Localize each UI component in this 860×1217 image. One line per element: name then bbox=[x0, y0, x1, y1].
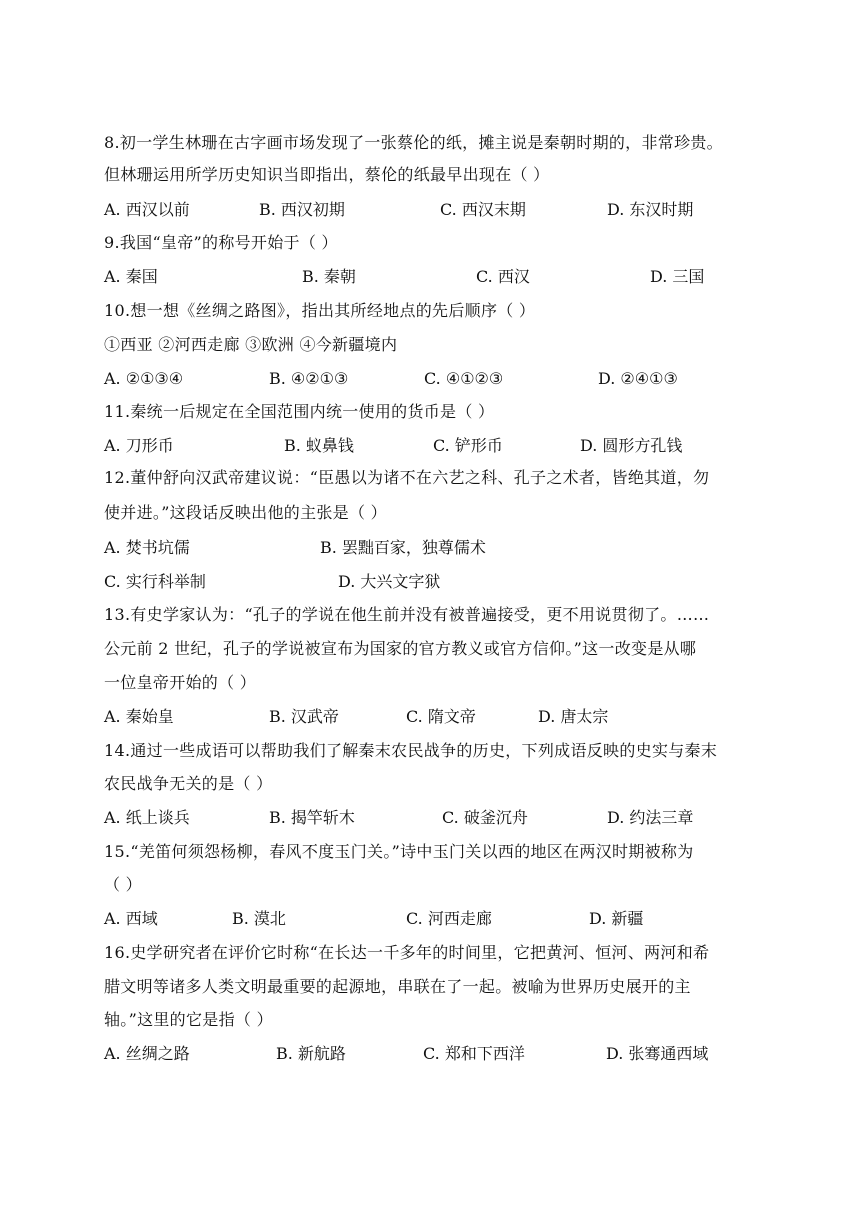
question-16-line-1: 16.史学研究者在评价它时称“在长达一千多年的时间里，它把黄河、恒河、两河和希 bbox=[104, 943, 710, 962]
option-a: A. 西汉以前 bbox=[104, 200, 190, 219]
option-d: D. 约法三章 bbox=[607, 808, 694, 827]
question-11-line-1: 11.秦统一后规定在全国范围内统一使用的货币是（ ） bbox=[104, 402, 495, 421]
question-11-options bbox=[104, 435, 784, 457]
question-14-line-1: 14.通过一些成语可以帮助我们了解秦末农民战争的历史，下列成语反映的史实与秦末 bbox=[104, 741, 718, 760]
question-12-options-row-2 bbox=[104, 571, 784, 593]
option-c: C. 破釜沉舟 bbox=[442, 808, 528, 827]
option-b: B. 罢黜百家，独尊儒术 bbox=[320, 538, 486, 557]
option-a: A. 秦始皇 bbox=[104, 707, 174, 726]
option-b: B. 汉武帝 bbox=[269, 707, 339, 726]
option-d: D. 东汉时期 bbox=[607, 200, 694, 219]
option-b: B. 漠北 bbox=[232, 909, 286, 928]
question-13-line-2: 公元前 2 世纪，孔子的学说被宣布为国家的官方教义或官方信仰。”这一改变是从哪 bbox=[104, 639, 697, 658]
question-10-options bbox=[104, 368, 784, 390]
option-d: D. 张骞通西域 bbox=[606, 1044, 709, 1063]
option-c: C. 铲形币 bbox=[433, 436, 503, 455]
option-c: C. 西汉 bbox=[476, 267, 530, 286]
option-a: A. 焚书坑儒 bbox=[104, 538, 190, 557]
option-a: A. 刀形币 bbox=[104, 436, 174, 455]
question-8-line-1: 8.初一学生林珊在古字画市场发现了一张蔡伦的纸，摊主说是秦朝时期的，非常珍贵。 bbox=[104, 133, 723, 152]
option-c: C. ④①②③ bbox=[424, 369, 504, 388]
option-c: C. 西汉末期 bbox=[440, 200, 526, 219]
question-9-line-1: 9.我国“皇帝”的称号开始于（ ） bbox=[104, 233, 338, 252]
question-12-options-row-1 bbox=[104, 537, 784, 559]
option-d: D. 新疆 bbox=[589, 909, 644, 928]
option-b: B. 蚁鼻钱 bbox=[284, 436, 354, 455]
question-10-line-1: 10.想一想《丝绸之路图》，指出其所经地点的先后顺序（ ） bbox=[104, 301, 536, 320]
question-12-line-2: 使并进。”这段话反映出他的主张是（ ） bbox=[104, 503, 387, 522]
question-15-line-1: 15.“羌笛何须怨杨柳，春风不度玉门关。”诗中玉门关以西的地区在两汉时期被称为 bbox=[104, 842, 694, 861]
question-12-line-1: 12.董仲舒向汉武帝建议说：“臣愚以为诸不在六艺之科、孔子之术者，皆绝其道，勿 bbox=[104, 468, 710, 487]
option-b: B. 新航路 bbox=[276, 1044, 346, 1063]
option-c: C. 实行科举制 bbox=[104, 572, 206, 591]
question-13-options bbox=[104, 706, 784, 728]
question-15-line-2: （ ） bbox=[104, 875, 142, 894]
option-b: B. 揭竿斩木 bbox=[269, 808, 355, 827]
option-a: A. 丝绸之路 bbox=[104, 1044, 190, 1063]
question-16-line-2: 腊文明等诸多人类文明最重要的起源地，串联在了一起。被喻为世界历史展开的主 bbox=[104, 977, 691, 996]
option-c: C. 河西走廊 bbox=[406, 909, 492, 928]
question-8-options bbox=[104, 199, 784, 221]
option-a: A. ②①③④ bbox=[104, 369, 184, 388]
question-8-line-2: 但林珊运用所学历史知识当即指出，蔡伦的纸最早出现在（ ） bbox=[104, 165, 550, 184]
option-a: A. 秦国 bbox=[104, 267, 158, 286]
question-13-line-1: 13.有史学家认为：“孔子的学说在他生前并没有被普遍接受，更不用说贯彻了。…… bbox=[104, 605, 710, 624]
question-10-line-2: ①西亚 ②河西走廊 ③欧洲 ④今新疆境内 bbox=[104, 335, 398, 354]
question-14-options bbox=[104, 807, 784, 829]
option-d: D. 唐太宗 bbox=[538, 707, 609, 726]
option-c: C. 隋文帝 bbox=[406, 707, 476, 726]
question-13-line-3: 一位皇帝开始的（ ） bbox=[104, 673, 257, 692]
question-16-line-3: 轴。”这里的它是指（ ） bbox=[104, 1010, 273, 1029]
option-d: D. ②④①③ bbox=[598, 369, 678, 388]
option-d: D. 三国 bbox=[650, 267, 705, 286]
option-c: C. 郑和下西洋 bbox=[423, 1044, 525, 1063]
option-d: D. 圆形方孔钱 bbox=[580, 436, 683, 455]
option-b: B. 西汉初期 bbox=[259, 200, 345, 219]
option-d: D. 大兴文字狱 bbox=[338, 572, 441, 591]
option-b: B. 秦朝 bbox=[302, 267, 356, 286]
question-16-options bbox=[104, 1043, 784, 1065]
question-9-options bbox=[104, 266, 784, 288]
question-14-line-2: 农民战争无关的是（ ） bbox=[104, 774, 273, 793]
option-a: A. 西域 bbox=[104, 909, 158, 928]
option-b: B. ④②①③ bbox=[269, 369, 349, 388]
option-a: A. 纸上谈兵 bbox=[104, 808, 190, 827]
question-15-options bbox=[104, 908, 784, 930]
